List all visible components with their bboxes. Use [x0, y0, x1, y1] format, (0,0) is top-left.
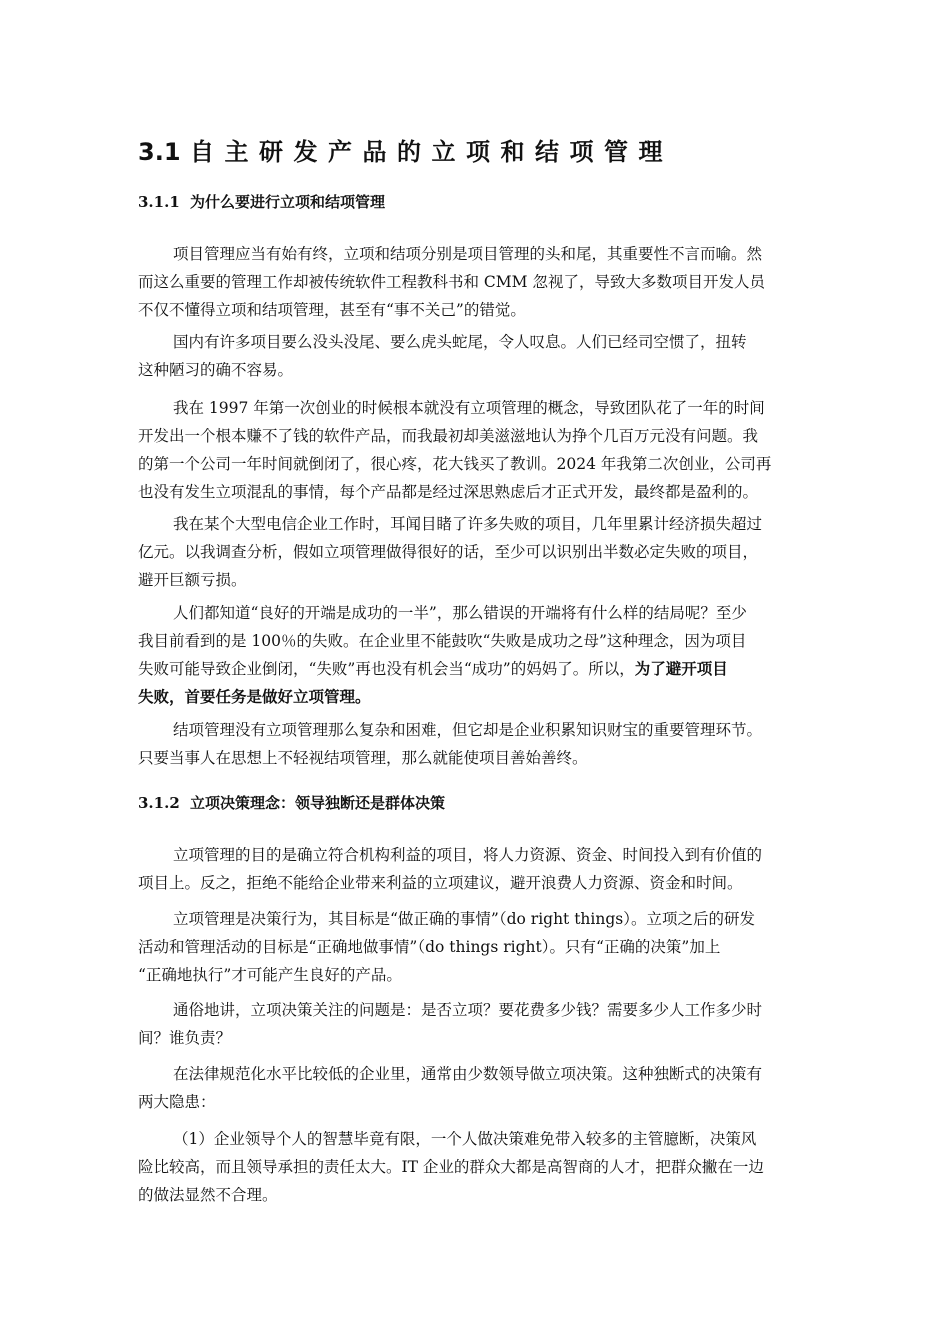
text-line: “正确地执行”才可能产生良好的产品。: [138, 966, 402, 984]
text-line: 项目管理应当有始有终，立项和结项分别是项目管理的头和尾，其重要性不言而喻。然: [173, 245, 763, 263]
text-line: 这种陋习的确不容易。: [138, 361, 294, 379]
text-line: 只要当事人在思想上不轻视结项管理，那么就能使项目善始善终。: [138, 749, 588, 767]
paragraph: [138, 841, 814, 897]
paragraph: [138, 716, 814, 772]
paragraph: [138, 905, 814, 989]
text-line: 在法律规范化水平比较低的企业里，通常由少数领导做立项决策。这种独断式的决策有: [173, 1065, 763, 1083]
text-line: 我目前看到的是 100％的失败。在企业里不能鼓吹“失败是成功之母”这种理念，因为项目: [138, 632, 747, 650]
text-line: 险比较高，而且领导承担的责任太大。IT 企业的群众大都是高智商的人才，把群众撇在一边: [138, 1158, 764, 1176]
subsection-heading-2: [138, 792, 814, 814]
section-number: 3.1: [138, 138, 181, 166]
text-line: 间？谁负责？: [138, 1029, 232, 1047]
text-line: 立项管理的目的是确立符合机构利益的项目，将人力资源、资金、时间投入到有价值的: [173, 846, 763, 864]
text-line: 开发出一个根本赚不了钱的软件产品，而我最初却美滋滋地认为挣个几百万元没有问题。我: [138, 427, 759, 445]
text-line: 立项管理是决策行为，其目标是“做正确的事情”（do right things）。立项之后的研发: [173, 910, 755, 928]
text-line: 国内有许多项目要么没头没尾、要么虎头蛇尾，令人叹息。人们已经司空惯了，扭转: [173, 333, 747, 351]
text-line: 活动和管理活动的目标是“正确地做事情”（do things right）。只有“正确的决策”加上: [138, 938, 721, 956]
text-line: 人们都知道“良好的开端是成功的一半”，那么错误的开端将有什么样的结局呢？至少: [173, 604, 747, 622]
text-line: 两大隐患：: [138, 1093, 216, 1111]
bold-text: 为了避开项目: [634, 659, 728, 678]
text-line: 的做法显然不合理。: [138, 1186, 278, 1204]
text-line: 我在 1997 年第一次创业的时候根本就没有立项管理的概念，导致团队花了一年的时间: [173, 399, 765, 417]
section-title: 自主研发产品的立项和结项管理: [190, 138, 673, 166]
text-line: 通俗地讲，立项决策关注的问题是：是否立项？要花费多少钱？需要多少人工作多少时: [173, 1001, 763, 1019]
paragraph: [138, 1060, 814, 1116]
text-line: （1）企业领导个人的智慧毕竟有限，一个人做决策难免带入较多的主管臆断，决策风: [173, 1130, 757, 1148]
text-line: 亿元。以我调查分析，假如立项管理做得很好的话，至少可以识别出半数必定失败的项目，: [138, 543, 759, 561]
paragraph: [138, 510, 814, 594]
subsection-number: 3.1.1: [138, 193, 180, 211]
paragraph: [138, 996, 814, 1052]
text-line: 也没有发生立项混乱的事情，每个产品都是经过深思熟虑后才正式开发，最终都是盈利的。: [138, 483, 759, 501]
paragraph: [138, 1125, 814, 1209]
text-line: 我在某个大型电信企业工作时，耳闻目睹了许多失败的项目，几年里累计经济损失超过: [173, 515, 763, 533]
text-run: 失败可能导致企业倒闭，“失败”再也没有机会当“成功”的妈妈了。所以，: [138, 660, 635, 678]
paragraph: [138, 394, 814, 506]
text-line: 结项管理没有立项管理那么复杂和困难，但它却是企业积累知识财宝的重要管理环节。: [173, 721, 763, 739]
paragraph: [138, 240, 814, 324]
bold-text-line: 失败，首要任务是做好立项管理。: [138, 687, 371, 706]
paragraph: [138, 328, 814, 384]
subsection-title: 立项决策理念：领导独断还是群体决策: [190, 794, 446, 812]
text-line: 而这么重要的管理工作却被传统软件工程教科书和 CMM 忽视了，导致大多数项目开发人员: [138, 273, 765, 291]
paragraph: [138, 599, 814, 711]
text-line: 不仅不懂得立项和结项管理，甚至有“事不关己”的错觉。: [138, 301, 526, 319]
subsection-title: 为什么要进行立项和结项管理: [190, 193, 386, 211]
text-line: 避开巨额亏损。: [138, 571, 247, 589]
text-line: 项目上。反之，拒绝不能给企业带来利益的立项建议，避开浪费人力资源、资金和时间。: [138, 874, 743, 892]
text-line: 的第一个公司一年时间就倒闭了，很心疼，花大钱买了教训。2024 年我第二次创业，公司再: [138, 455, 772, 473]
text-line: [138, 655, 814, 683]
subsection-number: 3.1.2: [138, 794, 180, 812]
subsection-heading-1: [138, 191, 814, 213]
section-heading: [138, 136, 814, 168]
